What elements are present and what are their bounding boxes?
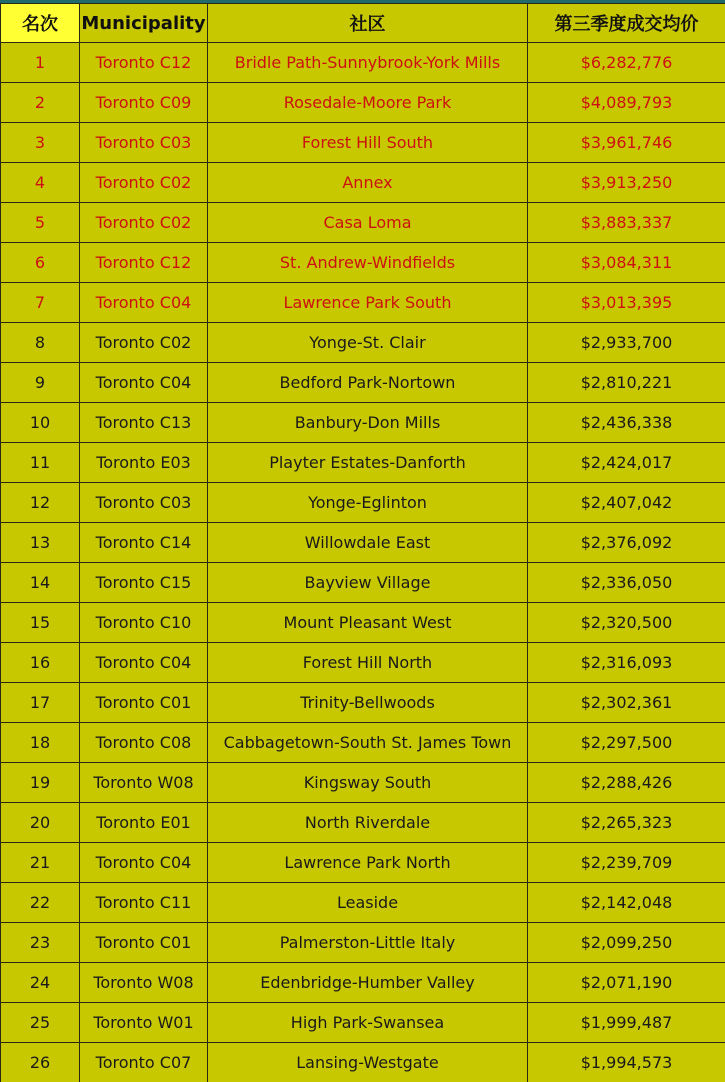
community-cell: Casa Loma <box>208 203 528 243</box>
price-cell: $3,883,337 <box>528 203 725 243</box>
rank-cell: 24 <box>1 963 80 1003</box>
rank-cell: 18 <box>1 723 80 763</box>
municipality-cell: Toronto C02 <box>80 323 208 363</box>
rank-cell: 8 <box>1 323 80 363</box>
rank-cell: 12 <box>1 483 80 523</box>
price-cell: $3,961,746 <box>528 123 725 163</box>
table-row <box>1 323 725 363</box>
rank-cell: 22 <box>1 883 80 923</box>
rank-cell: 7 <box>1 283 80 323</box>
table-row <box>1 763 725 803</box>
table-row <box>1 83 725 123</box>
rank-cell: 11 <box>1 443 80 483</box>
municipality-column-header: Municipality <box>80 4 208 43</box>
rank-cell: 23 <box>1 923 80 963</box>
community-cell: Kingsway South <box>208 763 528 803</box>
municipality-cell: Toronto W08 <box>80 763 208 803</box>
price-cell: $2,436,338 <box>528 403 725 443</box>
ranking-table <box>0 3 725 1082</box>
table-row <box>1 603 725 643</box>
municipality-cell: Toronto C07 <box>80 1043 208 1082</box>
community-cell: Banbury-Don Mills <box>208 403 528 443</box>
rank-cell: 16 <box>1 643 80 683</box>
community-cell: Lawrence Park North <box>208 843 528 883</box>
community-cell: Yonge-Eglinton <box>208 483 528 523</box>
table-row <box>1 683 725 723</box>
rank-cell: 3 <box>1 123 80 163</box>
table-row <box>1 43 725 83</box>
rank-cell: 9 <box>1 363 80 403</box>
price-cell: $2,376,092 <box>528 523 725 563</box>
community-cell: Yonge-St. Clair <box>208 323 528 363</box>
table-row <box>1 243 725 283</box>
table-row <box>1 883 725 923</box>
price-cell: $1,994,573 <box>528 1043 725 1082</box>
rank-cell: 14 <box>1 563 80 603</box>
table-row <box>1 563 725 603</box>
rank-cell: 21 <box>1 843 80 883</box>
community-cell: St. Andrew-Windfields <box>208 243 528 283</box>
municipality-cell: Toronto W08 <box>80 963 208 1003</box>
community-cell: Lawrence Park South <box>208 283 528 323</box>
municipality-cell: Toronto C03 <box>80 483 208 523</box>
table-row <box>1 443 725 483</box>
municipality-cell: Toronto C01 <box>80 683 208 723</box>
community-cell: Palmerston-Little Italy <box>208 923 528 963</box>
table-row <box>1 1043 725 1082</box>
price-cell: $3,013,395 <box>528 283 725 323</box>
community-cell: Forest Hill North <box>208 643 528 683</box>
price-cell: $2,810,221 <box>528 363 725 403</box>
municipality-cell: Toronto C04 <box>80 843 208 883</box>
table-row <box>1 843 725 883</box>
community-column-header: 社区 <box>208 4 528 43</box>
community-cell: Leaside <box>208 883 528 923</box>
price-cell: $2,336,050 <box>528 563 725 603</box>
rank-cell: 2 <box>1 83 80 123</box>
table-row <box>1 1003 725 1043</box>
table-row <box>1 803 725 843</box>
price-cell: $2,239,709 <box>528 843 725 883</box>
municipality-cell: Toronto C01 <box>80 923 208 963</box>
municipality-cell: Toronto C04 <box>80 363 208 403</box>
rank-cell: 5 <box>1 203 80 243</box>
community-cell: Playter Estates-Danforth <box>208 443 528 483</box>
municipality-cell: Toronto C15 <box>80 563 208 603</box>
price-cell: $4,089,793 <box>528 83 725 123</box>
price-cell: $2,407,042 <box>528 483 725 523</box>
community-cell: Edenbridge-Humber Valley <box>208 963 528 1003</box>
table-row <box>1 483 725 523</box>
price-cell: $2,933,700 <box>528 323 725 363</box>
municipality-cell: Toronto C02 <box>80 163 208 203</box>
municipality-cell: Toronto C04 <box>80 283 208 323</box>
community-cell: Bedford Park-Nortown <box>208 363 528 403</box>
municipality-cell: Toronto C13 <box>80 403 208 443</box>
community-cell: North Riverdale <box>208 803 528 843</box>
table-row <box>1 363 725 403</box>
community-cell: Bridle Path-Sunnybrook-York Mills <box>208 43 528 83</box>
municipality-cell: Toronto C03 <box>80 123 208 163</box>
price-cell: $2,302,361 <box>528 683 725 723</box>
community-cell: Lansing-Westgate <box>208 1043 528 1082</box>
price-cell: $2,288,426 <box>528 763 725 803</box>
rank-column-header: 名次 <box>1 4 80 43</box>
rank-cell: 1 <box>1 43 80 83</box>
price-column-header: 第三季度成交均价 <box>528 4 725 43</box>
price-cell: $2,071,190 <box>528 963 725 1003</box>
table-body <box>1 43 725 1082</box>
price-cell: $2,320,500 <box>528 603 725 643</box>
community-cell: Annex <box>208 163 528 203</box>
table-row <box>1 723 725 763</box>
municipality-cell: Toronto C12 <box>80 243 208 283</box>
community-cell: Rosedale-Moore Park <box>208 83 528 123</box>
table-row <box>1 963 725 1003</box>
table-row <box>1 403 725 443</box>
table-row <box>1 123 725 163</box>
municipality-cell: Toronto W01 <box>80 1003 208 1043</box>
rank-cell: 4 <box>1 163 80 203</box>
rank-cell: 13 <box>1 523 80 563</box>
rank-cell: 6 <box>1 243 80 283</box>
municipality-cell: Toronto C12 <box>80 43 208 83</box>
municipality-cell: Toronto C11 <box>80 883 208 923</box>
rank-cell: 10 <box>1 403 80 443</box>
price-cell: $1,999,487 <box>528 1003 725 1043</box>
municipality-cell: Toronto C14 <box>80 523 208 563</box>
price-cell: $2,265,323 <box>528 803 725 843</box>
municipality-cell: Toronto C04 <box>80 643 208 683</box>
municipality-cell: Toronto C02 <box>80 203 208 243</box>
rank-cell: 19 <box>1 763 80 803</box>
municipality-cell: Toronto C10 <box>80 603 208 643</box>
municipality-cell: Toronto C09 <box>80 83 208 123</box>
table-row <box>1 523 725 563</box>
price-cell: $2,424,017 <box>528 443 725 483</box>
rank-cell: 25 <box>1 1003 80 1043</box>
community-cell: Willowdale East <box>208 523 528 563</box>
price-cell: $2,142,048 <box>528 883 725 923</box>
table-row <box>1 163 725 203</box>
community-cell: Mount Pleasant West <box>208 603 528 643</box>
community-cell: Cabbagetown-South St. James Town <box>208 723 528 763</box>
rank-cell: 15 <box>1 603 80 643</box>
rank-cell: 17 <box>1 683 80 723</box>
community-cell: Forest Hill South <box>208 123 528 163</box>
municipality-cell: Toronto E01 <box>80 803 208 843</box>
table-header-row <box>1 4 725 43</box>
table-row <box>1 643 725 683</box>
price-cell: $2,297,500 <box>528 723 725 763</box>
price-cell: $3,084,311 <box>528 243 725 283</box>
price-cell: $2,316,093 <box>528 643 725 683</box>
community-cell: Bayview Village <box>208 563 528 603</box>
rank-cell: 26 <box>1 1043 80 1082</box>
community-cell: High Park-Swansea <box>208 1003 528 1043</box>
table-row <box>1 923 725 963</box>
rank-cell: 20 <box>1 803 80 843</box>
price-cell: $3,913,250 <box>528 163 725 203</box>
table-row <box>1 203 725 243</box>
table-row <box>1 283 725 323</box>
price-cell: $6,282,776 <box>528 43 725 83</box>
community-cell: Trinity-Bellwoods <box>208 683 528 723</box>
price-cell: $2,099,250 <box>528 923 725 963</box>
municipality-cell: Toronto E03 <box>80 443 208 483</box>
municipality-cell: Toronto C08 <box>80 723 208 763</box>
